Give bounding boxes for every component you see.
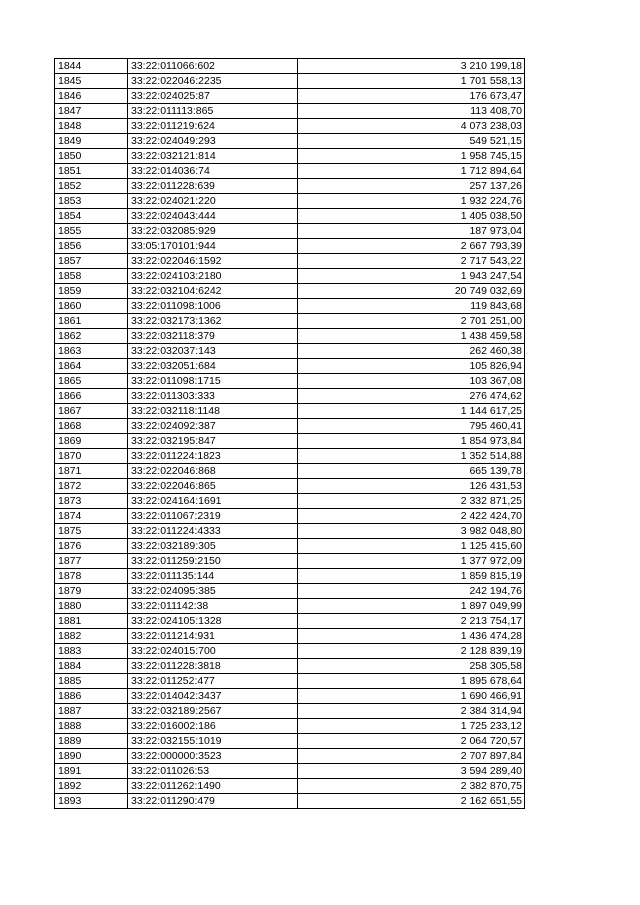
cadastral-number-cell: 33:22:032121:814: [128, 149, 298, 164]
value-cell: 1 958 745,15: [298, 149, 525, 164]
value-cell: 257 137,26: [298, 179, 525, 194]
cadastral-number-cell: 33:22:032195:847: [128, 434, 298, 449]
row-number-cell: 1846: [55, 89, 128, 104]
row-number-cell: 1845: [55, 74, 128, 89]
row-number-cell: 1856: [55, 239, 128, 254]
table-row: [55, 59, 525, 74]
cadastral-number-cell: 33:22:024049:293: [128, 134, 298, 149]
value-cell: 2 384 314,94: [298, 704, 525, 719]
cadastral-number-cell: 33:22:011290:479: [128, 794, 298, 809]
cadastral-number-cell: 33:22:032118:379: [128, 329, 298, 344]
value-cell: 113 408,70: [298, 104, 525, 119]
table-row: [55, 689, 525, 704]
table-row: [55, 539, 525, 554]
row-number-cell: 1888: [55, 719, 128, 734]
cadastral-number-cell: 33:22:022046:2235: [128, 74, 298, 89]
cadastral-number-cell: 33:22:032155:1019: [128, 734, 298, 749]
cadastral-number-cell: 33:22:011098:1715: [128, 374, 298, 389]
table-row: [55, 794, 525, 809]
row-number-cell: 1893: [55, 794, 128, 809]
row-number-cell: 1853: [55, 194, 128, 209]
value-cell: 2 667 793,39: [298, 239, 525, 254]
row-number-cell: 1863: [55, 344, 128, 359]
row-number-cell: 1855: [55, 224, 128, 239]
value-cell: 3 210 199,18: [298, 59, 525, 74]
row-number-cell: 1892: [55, 779, 128, 794]
table-row: [55, 629, 525, 644]
cadastral-number-cell: 33:22:011262:1490: [128, 779, 298, 794]
value-cell: 1 405 038,50: [298, 209, 525, 224]
value-cell: 119 843,68: [298, 299, 525, 314]
row-number-cell: 1861: [55, 314, 128, 329]
row-number-cell: 1880: [55, 599, 128, 614]
table-row: [55, 149, 525, 164]
table-row: [55, 299, 525, 314]
value-cell: 1 438 459,58: [298, 329, 525, 344]
cadastral-number-cell: 33:22:011142:38: [128, 599, 298, 614]
table-row: [55, 434, 525, 449]
value-cell: 1 352 514,88: [298, 449, 525, 464]
row-number-cell: 1887: [55, 704, 128, 719]
cadastral-number-cell: 33:22:016002:186: [128, 719, 298, 734]
cadastral-number-cell: 33:22:011098:1006: [128, 299, 298, 314]
row-number-cell: 1866: [55, 389, 128, 404]
row-number-cell: 1870: [55, 449, 128, 464]
row-number-cell: 1884: [55, 659, 128, 674]
cadastral-number-cell: 33:22:032085:929: [128, 224, 298, 239]
value-cell: 1 701 558,13: [298, 74, 525, 89]
table-row: [55, 674, 525, 689]
table-row: [55, 419, 525, 434]
cadastral-number-cell: 33:22:032037:143: [128, 344, 298, 359]
row-number-cell: 1891: [55, 764, 128, 779]
cadastral-number-cell: 33:22:024043:444: [128, 209, 298, 224]
value-cell: 276 474,62: [298, 389, 525, 404]
table-row: [55, 509, 525, 524]
cadastral-number-cell: 33:22:032189:305: [128, 539, 298, 554]
cadastral-number-cell: 33:22:032104:6242: [128, 284, 298, 299]
cadastral-number-cell: 33:22:024021:220: [128, 194, 298, 209]
value-cell: 2 332 871,25: [298, 494, 525, 509]
cadastral-number-cell: 33:22:011113:865: [128, 104, 298, 119]
value-cell: 2 128 839,19: [298, 644, 525, 659]
table-row: [55, 164, 525, 179]
value-cell: 187 973,04: [298, 224, 525, 239]
row-number-cell: 1852: [55, 179, 128, 194]
value-cell: 665 139,78: [298, 464, 525, 479]
row-number-cell: 1862: [55, 329, 128, 344]
table-row: [55, 599, 525, 614]
table-row: [55, 734, 525, 749]
value-cell: 1 854 973,84: [298, 434, 525, 449]
cadastral-number-cell: 33:22:024105:1328: [128, 614, 298, 629]
value-cell: 2 382 870,75: [298, 779, 525, 794]
cadastral-number-cell: 33:22:024164:1691: [128, 494, 298, 509]
table-row: [55, 659, 525, 674]
table-row: [55, 239, 525, 254]
value-cell: 1 859 815,19: [298, 569, 525, 584]
value-cell: 2 717 543,22: [298, 254, 525, 269]
table-row: [55, 284, 525, 299]
table-row: [55, 404, 525, 419]
table-row: [55, 119, 525, 134]
cadastral-number-cell: 33:22:011214:931: [128, 629, 298, 644]
row-number-cell: 1860: [55, 299, 128, 314]
row-number-cell: 1847: [55, 104, 128, 119]
value-cell: 2 213 754,17: [298, 614, 525, 629]
table-row: [55, 779, 525, 794]
table-row: [55, 179, 525, 194]
row-number-cell: 1874: [55, 509, 128, 524]
cadastral-number-cell: 33:22:011066:602: [128, 59, 298, 74]
table-row: [55, 569, 525, 584]
cadastral-number-cell: 33:22:032118:1148: [128, 404, 298, 419]
cadastral-number-cell: 33:22:011219:624: [128, 119, 298, 134]
value-cell: 1 377 972,09: [298, 554, 525, 569]
value-cell: 1 943 247,54: [298, 269, 525, 284]
value-cell: 4 073 238,03: [298, 119, 525, 134]
table-row: [55, 224, 525, 239]
value-cell: 1 712 894,64: [298, 164, 525, 179]
cadastral-number-cell: 33:22:032189:2567: [128, 704, 298, 719]
cadastral-number-cell: 33:22:011135:144: [128, 569, 298, 584]
cadastral-number-cell: 33:22:024092:387: [128, 419, 298, 434]
value-cell: 1 897 049,99: [298, 599, 525, 614]
table-row: [55, 194, 525, 209]
table-row: [55, 524, 525, 539]
cadastral-number-cell: 33:22:032173:1362: [128, 314, 298, 329]
row-number-cell: 1878: [55, 569, 128, 584]
value-cell: 1 690 466,91: [298, 689, 525, 704]
table-row: [55, 314, 525, 329]
cadastral-number-cell: 33:22:022046:865: [128, 479, 298, 494]
table-row: [55, 749, 525, 764]
table-row: [55, 449, 525, 464]
table-row: [55, 494, 525, 509]
value-cell: 126 431,53: [298, 479, 525, 494]
value-cell: 1 895 678,64: [298, 674, 525, 689]
cadastral-number-cell: 33:05:170101:944: [128, 239, 298, 254]
table-row: [55, 134, 525, 149]
row-number-cell: 1875: [55, 524, 128, 539]
cadastral-number-cell: 33:22:032051:684: [128, 359, 298, 374]
cadastral-number-cell: 33:22:011252:477: [128, 674, 298, 689]
value-cell: 1 125 415,60: [298, 539, 525, 554]
table-row: [55, 464, 525, 479]
row-number-cell: 1872: [55, 479, 128, 494]
row-number-cell: 1882: [55, 629, 128, 644]
cadastral-number-cell: 33:22:022046:1592: [128, 254, 298, 269]
cadastral-number-cell: 33:22:022046:868: [128, 464, 298, 479]
value-cell: 258 305,58: [298, 659, 525, 674]
table-row: [55, 89, 525, 104]
row-number-cell: 1854: [55, 209, 128, 224]
value-cell: 2 707 897,84: [298, 749, 525, 764]
value-cell: 1 725 233,12: [298, 719, 525, 734]
row-number-cell: 1864: [55, 359, 128, 374]
cadastral-number-cell: 33:22:024025:87: [128, 89, 298, 104]
cadastral-number-cell: 33:22:024095:385: [128, 584, 298, 599]
cadastral-number-cell: 33:22:024015:700: [128, 644, 298, 659]
row-number-cell: 1877: [55, 554, 128, 569]
cadastral-number-cell: 33:22:014036:74: [128, 164, 298, 179]
row-number-cell: 1850: [55, 149, 128, 164]
table-row: [55, 554, 525, 569]
value-cell: 103 367,08: [298, 374, 525, 389]
row-number-cell: 1851: [55, 164, 128, 179]
table-row: [55, 329, 525, 344]
table-row: [55, 209, 525, 224]
value-cell: 1 144 617,25: [298, 404, 525, 419]
table-row: [55, 704, 525, 719]
row-number-cell: 1886: [55, 689, 128, 704]
cadastral-number-cell: 33:22:011026:53: [128, 764, 298, 779]
row-number-cell: 1876: [55, 539, 128, 554]
cadastral-number-cell: 33:22:011228:3818: [128, 659, 298, 674]
row-number-cell: 1883: [55, 644, 128, 659]
cadastral-number-cell: 33:22:011303:333: [128, 389, 298, 404]
row-number-cell: 1869: [55, 434, 128, 449]
value-cell: 1 436 474,28: [298, 629, 525, 644]
value-cell: 2 064 720,57: [298, 734, 525, 749]
cadastral-number-cell: 33:22:014042:3437: [128, 689, 298, 704]
row-number-cell: 1868: [55, 419, 128, 434]
cadastral-number-cell: 33:22:024103:2180: [128, 269, 298, 284]
value-cell: 3 594 289,40: [298, 764, 525, 779]
value-cell: 2 701 251,00: [298, 314, 525, 329]
table-row: [55, 359, 525, 374]
cadastral-number-cell: 33:22:000000:3523: [128, 749, 298, 764]
row-number-cell: 1844: [55, 59, 128, 74]
row-number-cell: 1858: [55, 269, 128, 284]
table-row: [55, 269, 525, 284]
cadastral-number-cell: 33:22:011224:1823: [128, 449, 298, 464]
cadastral-number-cell: 33:22:011224:4333: [128, 524, 298, 539]
row-number-cell: 1865: [55, 374, 128, 389]
row-number-cell: 1890: [55, 749, 128, 764]
table-row: [55, 584, 525, 599]
row-number-cell: 1859: [55, 284, 128, 299]
row-number-cell: 1889: [55, 734, 128, 749]
table-row: [55, 374, 525, 389]
value-cell: 3 982 048,80: [298, 524, 525, 539]
row-number-cell: 1867: [55, 404, 128, 419]
table-row: [55, 764, 525, 779]
row-number-cell: 1873: [55, 494, 128, 509]
table-row: [55, 719, 525, 734]
value-cell: 2 422 424,70: [298, 509, 525, 524]
table-row: [55, 644, 525, 659]
row-number-cell: 1848: [55, 119, 128, 134]
value-cell: 2 162 651,55: [298, 794, 525, 809]
table-row: [55, 104, 525, 119]
table-row: [55, 344, 525, 359]
row-number-cell: 1871: [55, 464, 128, 479]
cadastral-number-cell: 33:22:011259:2150: [128, 554, 298, 569]
row-number-cell: 1857: [55, 254, 128, 269]
row-number-cell: 1849: [55, 134, 128, 149]
value-cell: 105 826,94: [298, 359, 525, 374]
value-cell: 20 749 032,69: [298, 284, 525, 299]
row-number-cell: 1885: [55, 674, 128, 689]
value-cell: 795 460,41: [298, 419, 525, 434]
cadastral-number-cell: 33:22:011228:639: [128, 179, 298, 194]
value-cell: 176 673,47: [298, 89, 525, 104]
table-body: [55, 59, 525, 809]
value-cell: 262 460,38: [298, 344, 525, 359]
cadastral-value-table: [54, 58, 525, 809]
row-number-cell: 1881: [55, 614, 128, 629]
cadastral-number-cell: 33:22:011067:2319: [128, 509, 298, 524]
table-row: [55, 479, 525, 494]
value-cell: 1 932 224,76: [298, 194, 525, 209]
table-row: [55, 254, 525, 269]
table-row: [55, 389, 525, 404]
row-number-cell: 1879: [55, 584, 128, 599]
table-row: [55, 614, 525, 629]
value-cell: 549 521,15: [298, 134, 525, 149]
table-row: [55, 74, 525, 89]
value-cell: 242 194,76: [298, 584, 525, 599]
